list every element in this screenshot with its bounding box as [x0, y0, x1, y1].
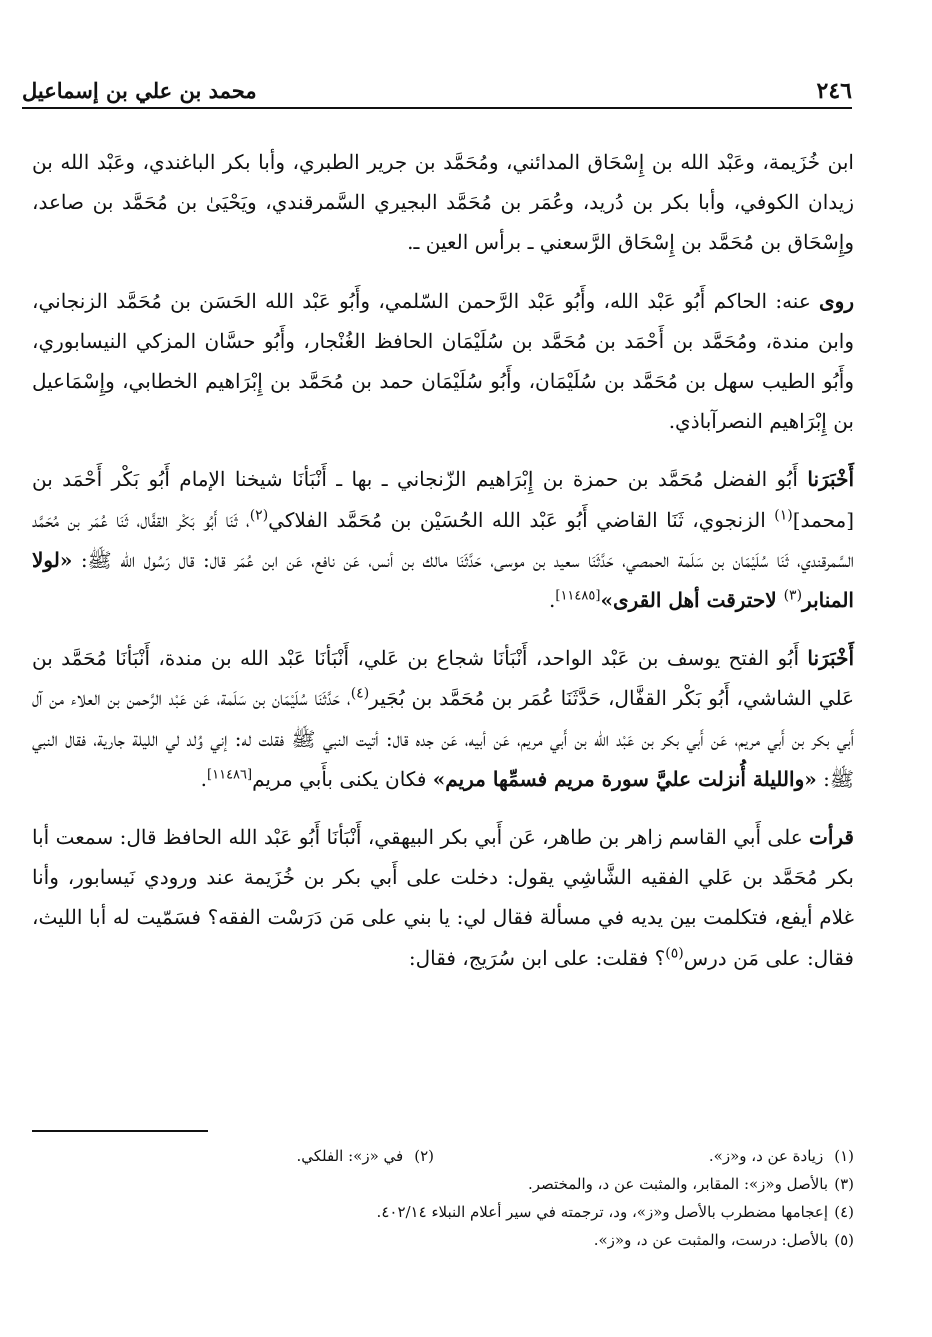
- footnote-ref-2[interactable]: (٢): [249, 506, 269, 523]
- footnote-number: (١): [834, 1147, 854, 1165]
- paragraph-end: .: [549, 588, 556, 613]
- footnote-row: [32, 1170, 854, 1198]
- paragraph-text: ابن خُزَيمة، وعَبْد الله بن إِسْحَاق المدائني، ومُحَمَّد بن جرير الطبري، وأبا بكر الباغندي، وعَبْد الله بن زيدان الكوفي، وأبا بكر بن دُريد، وعُمَر بن مُحَمَّد البجيري السَّمرقندي، ويَحْيَىٰ بن مُحَمَّد بن صاعد، وإِسْحَاق بن مُحَمَّد بن إِسْحَاق الرَّسعني ـ برأس العين ـ.: [32, 150, 854, 255]
- footnote-ref-4[interactable]: (٤): [350, 685, 370, 702]
- header-rule: [22, 107, 852, 109]
- paragraph-5: [32, 817, 854, 978]
- footnote-item: [14, 1142, 434, 1170]
- paragraph-text: ؟ فقلت: على ابن سُرَيج، فقال:: [408, 945, 666, 970]
- footnote-text: زيادة عن د، و«ز».: [708, 1147, 824, 1165]
- hadith-quote: «والليلة أُنزلت عليَّ سورة مريم فسمِّها مريم»: [432, 766, 817, 791]
- paragraph-lead-word: قرأت: [809, 825, 854, 850]
- footnote-text: إعجامها مضطرب بالأصل و«ز»، ود، ترجمته في سير أعلام النبلاء ٤٠٢/١٤.: [376, 1203, 828, 1221]
- footnote-number: (٥): [834, 1231, 854, 1249]
- page-header: [22, 72, 852, 106]
- hadith-quote: «لولا المنابر: [32, 547, 854, 613]
- footnote-item: [434, 1142, 854, 1170]
- footnote-number: (٢): [414, 1147, 434, 1165]
- footnote-ref-3[interactable]: (٣): [783, 587, 803, 604]
- footnote-number: (٣): [834, 1175, 854, 1193]
- paragraph-2: [32, 281, 854, 442]
- paragraph-lead-word: أَخْبَرَنا: [807, 467, 854, 492]
- footnote-ref-1[interactable]: (١): [774, 506, 793, 523]
- hadith-quote: لاحترقت أهل القرى»: [600, 588, 784, 613]
- footnote-rule: [32, 1130, 208, 1132]
- paragraph-3: [32, 459, 854, 620]
- paragraph-end: .: [200, 766, 208, 791]
- paragraph-text: الزنجوي، ثَنَا القاضي أَبُو عَبْد الله الحُسَيْن بن مُحَمَّد الفلاكي: [268, 507, 775, 532]
- main-text: [32, 142, 854, 996]
- hadith-number: [١١٤٨٥]: [555, 588, 601, 604]
- paragraph-text: على أَبي القاسم زاهر بن طاهر، عَن أَبي بكر البيهقي، أَنْبَأنَا أَبُو عَبْد الله الحافظ قال: سمعت أبا بكر مُحَمَّد بن عَلي الفقيه الشَّاشِي يقول: دخلت على أَبي بكر بن خُزَيمة عند ورودي نَيسابور، وأنا غلام أيفع، فتكلمت بين يديه في مسألة فقال لي: يا بني على مَن دَرَسْت الفقه؟ فسَمّيت له أبا الليث، فقال: على مَن درس: [32, 825, 854, 970]
- page-number: ٢٤٦: [816, 78, 852, 104]
- footnotes: [32, 1142, 854, 1254]
- paragraph-text: ، ثَنَا أَبُو بَكْر القفَّال، ثَنَا عُمَر بن مُحَمَّد السَّمرقندي، ثَنَا سُلَيْمَان بن سَلَمة الحمصي، حَدَّثَنَا سعيد بن موسى، حَدَّثَنَا مالك بن أنس، عَن نافع، عَن ابن عُمَر قال: قال رَسُول الله ﷺ:: [32, 507, 854, 572]
- paragraph-1: [32, 142, 854, 263]
- paragraph-4: [32, 638, 854, 799]
- footnote-ref-5[interactable]: (٥): [665, 945, 684, 961]
- paragraph-text: عنه: الحاكم أَبُو عَبْد الله، وأَبُو عَبْد الرَّحمن السّلمي، وأَبُو عَبْد الله الحَسَن بن مُحَمَّد الزنجاني، وابن مندة، ومُحَمَّد بن أَحْمَد بن مُحَمَّد بن سُلَيْمَان الحافظ الغُنْجار، وأَبُو حسَّان المزكي النيسابوري، وأَبُو الطيب سهل بن مُحَمَّد بن سُلَيْمَان، وأَبُو سُلَيْمَان حمد بن مُحَمَّد بن إِبْرَاهيم الخطابي، وإِسْمَاعيل بن إِبْرَاهيم النصرآباذي.: [32, 288, 854, 434]
- running-title: محمد بن علي بن إسماعيل: [22, 78, 257, 103]
- paragraph-lead-word: روى: [819, 288, 854, 313]
- footnote-text: في «ز»: الفلكي.: [296, 1147, 404, 1165]
- footnote-row: [32, 1226, 854, 1254]
- paragraph-text: أَبُو الفضل مُحَمَّد بن حمزة بن إِبْرَاهيم الزّنجاني ـ بها ـ أَنْبَأنَا شيخنا الإمام أَبُو بَكْر أَحْمَد بن [محمد]: [32, 467, 854, 532]
- paragraph-lead-word: أَخْبَرَنا: [807, 646, 854, 671]
- paragraph-text: فكان يكنى بأَبي مريم: [252, 766, 433, 791]
- paragraph-text: ، حَدَّثَنَا سُلَيْمَان بن سَلَمة، عَن عَبْد الرَّحمن بن العلاء من آل أَبي بكر بن أَبي مريم، عَن أَبي بكر بن عَبْد الله بن أَبي مريم، عَن أبيه، عَن جده قال: أتيت النبي ﷺ فقلت له: إني وُلد لي الليلة جارية، فقال النبي ﷺ:: [32, 686, 854, 791]
- footnote-number: (٤): [834, 1203, 854, 1221]
- paragraph-text: أَبُو الفتح يوسف بن عَبْد الواحد، أَنْبَأنَا شجاع بن عَلي، أَنْبَأنَا عَبْد الله بن مندة، أَنْبَأنَا مُحَمَّد بن عَلي الشاشي، أَبُو بَكْر القفَّال، حَدَّثَنَا عُمَر بن مُحَمَّد بن بُجَير: [32, 646, 854, 711]
- footnote-text: بالأصل: درست، والمثبت عن د، و«ز».: [593, 1231, 828, 1249]
- hadith-number: [١١٤٨٦]: [207, 767, 253, 783]
- footnote-text: بالأصل و«ز»: المقابر، والمثبت عن د، والمختصر.: [528, 1175, 828, 1193]
- footnote-row: [32, 1142, 854, 1170]
- footnote-row: [32, 1198, 854, 1226]
